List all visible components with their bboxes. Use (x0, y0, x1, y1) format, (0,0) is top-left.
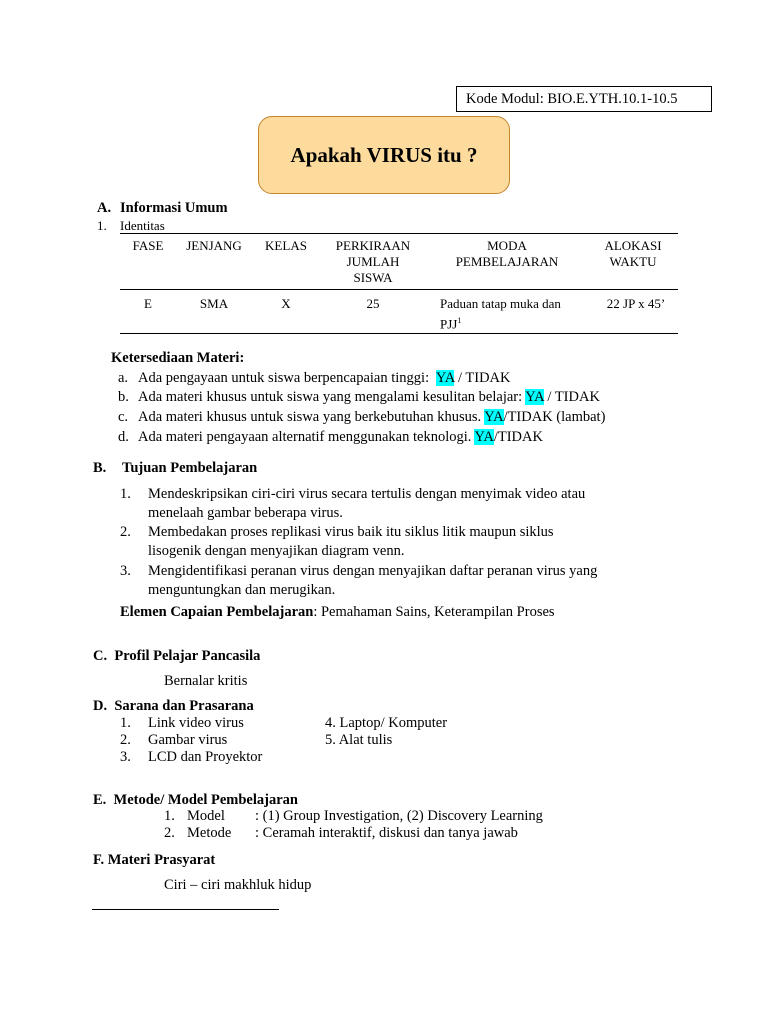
section-d-heading: D. Sarana dan Prasarana (93, 698, 254, 714)
ketersediaan-text: Ada materi pengayaan alternatif menggunakan teknologi. (138, 429, 475, 445)
tidak-text: / TIDAK (454, 370, 511, 386)
table-cell-kelas: X (281, 296, 291, 311)
metode-label: Metode (187, 825, 232, 841)
ketersediaan-text: Ada materi khusus untuk siswa yang mengalami kesulitan belajar: (138, 389, 526, 405)
identitas-label: Identitas (120, 218, 165, 233)
ketersediaan-item (138, 389, 600, 406)
table-cell-fase: E (144, 296, 152, 311)
materi-prasyarat-value: Ciri – ciri makhluk hidup (164, 877, 312, 893)
ya-highlight: YA (484, 409, 504, 425)
table-header-fase: FASE (132, 238, 164, 253)
sarana-item: Gambar virus (148, 732, 228, 748)
section-b-letter: B. (93, 460, 107, 476)
table-header-alokasi: ALOKASI WAKTU (604, 238, 662, 269)
section-f-heading: F. Materi Prasyarat (93, 852, 216, 868)
table-cell-alokasi: 22 JP x 45’ (606, 296, 666, 311)
elemen-label: Elemen Capaian Pembelajaran (120, 604, 314, 620)
ya-highlight: YA (435, 370, 455, 386)
ya-highlight: YA (474, 429, 494, 445)
tujuan-line: menguntungkan dan merugikan. (148, 582, 336, 598)
tujuan-number: 1. (120, 486, 131, 502)
ketersediaan-item (138, 409, 605, 426)
table-header-rule (120, 289, 678, 290)
kode-modul-text: Kode Modul: BIO.E.YTH.10.1-10.5 (466, 91, 678, 107)
sarana-item: Link video virus (148, 715, 244, 731)
ketersediaan-heading: Ketersediaan Materi: (111, 350, 245, 366)
tidak-text: /TIDAK (493, 429, 543, 445)
tujuan-line: Membedakan proses replikasi virus baik itu siklus litik maupun siklus (148, 524, 554, 540)
tidak-text: / TIDAK (543, 389, 600, 405)
ketersediaan-text: Ada materi khusus untuk siswa yang berkebutuhan khusus. (138, 409, 485, 425)
section-a-heading: Informasi Umum (120, 200, 228, 216)
section-a-letter: A. (97, 200, 112, 216)
section-c-heading: C. Profil Pelajar Pancasila (93, 648, 261, 664)
ketersediaan-item (138, 370, 511, 387)
metode-label: Model (187, 808, 225, 824)
identitas-number: 1. (97, 218, 107, 233)
kode-modul-box (456, 86, 712, 112)
table-cell-moda (440, 295, 582, 332)
table-cell-jumlah-siswa: 25 (366, 296, 380, 311)
sarana-number: 1. (120, 715, 131, 731)
tujuan-line: Mendeskripsikan ciri-ciri virus secara tertulis dengan menyimak video atau (148, 486, 586, 502)
table-top-rule (120, 233, 678, 234)
profil-value: Bernalar kritis (164, 673, 248, 689)
section-b-heading: Tujuan Pembelajaran (122, 460, 258, 476)
table-header-kelas: KELAS (265, 238, 307, 253)
ketersediaan-marker: b. (118, 389, 129, 405)
tidak-text: /TIDAK (lambat) (503, 409, 606, 425)
sarana-item: 5. Alat tulis (325, 732, 393, 748)
table-bottom-rule (120, 333, 678, 334)
table-cell-moda-text: Paduan tatap muka dan PJJ (440, 296, 561, 332)
ketersediaan-item (138, 429, 543, 446)
footnote-separator (92, 909, 279, 910)
ketersediaan-marker: c. (118, 409, 129, 425)
sarana-item: 4. Laptop/ Komputer (325, 715, 448, 731)
metode-value: : Ceramah interaktif, diskusi dan tanya jawab (255, 825, 518, 841)
ketersediaan-text: Ada pengayaan untuk siswa berpencapaian tinggi: (138, 370, 436, 386)
tujuan-number: 3. (120, 563, 131, 579)
page-title: Apakah VIRUS itu ? (290, 142, 478, 167)
ketersediaan-marker: a. (118, 370, 129, 386)
sarana-item: LCD dan Proyektor (148, 749, 263, 765)
ketersediaan-marker: d. (118, 429, 129, 445)
table-header-jumlah-siswa: PERKIRAAN JUMLAH SISWA (335, 238, 411, 285)
table-header-moda: MODA PEMBELAJARAN (455, 238, 559, 269)
tujuan-line: lisogenik dengan menyajikan diagram venn. (148, 543, 405, 559)
section-e-heading: E. Metode/ Model Pembelajaran (93, 792, 298, 808)
sarana-number: 2. (120, 732, 131, 748)
title-box (258, 116, 510, 194)
tujuan-line: menelaah gambar beberapa virus. (148, 505, 343, 521)
elemen-capaian (120, 604, 555, 621)
tujuan-number: 2. (120, 524, 131, 540)
elemen-value: : Pemahaman Sains, Keterampilan Proses (313, 604, 555, 620)
tujuan-line: Mengidentifikasi peranan virus dengan menyajikan daftar peranan virus yang (148, 563, 598, 579)
ya-highlight: YA (525, 389, 544, 405)
metode-value: : (1) Group Investigation, (2) Discovery Learning (255, 808, 543, 824)
sarana-number: 3. (120, 749, 131, 765)
metode-number: 1. (164, 808, 175, 824)
table-header-jenjang: JENJANG (186, 238, 242, 253)
table-cell-jenjang: SMA (199, 296, 229, 311)
metode-number: 2. (164, 825, 175, 841)
footnote-mark: 1 (457, 316, 462, 325)
